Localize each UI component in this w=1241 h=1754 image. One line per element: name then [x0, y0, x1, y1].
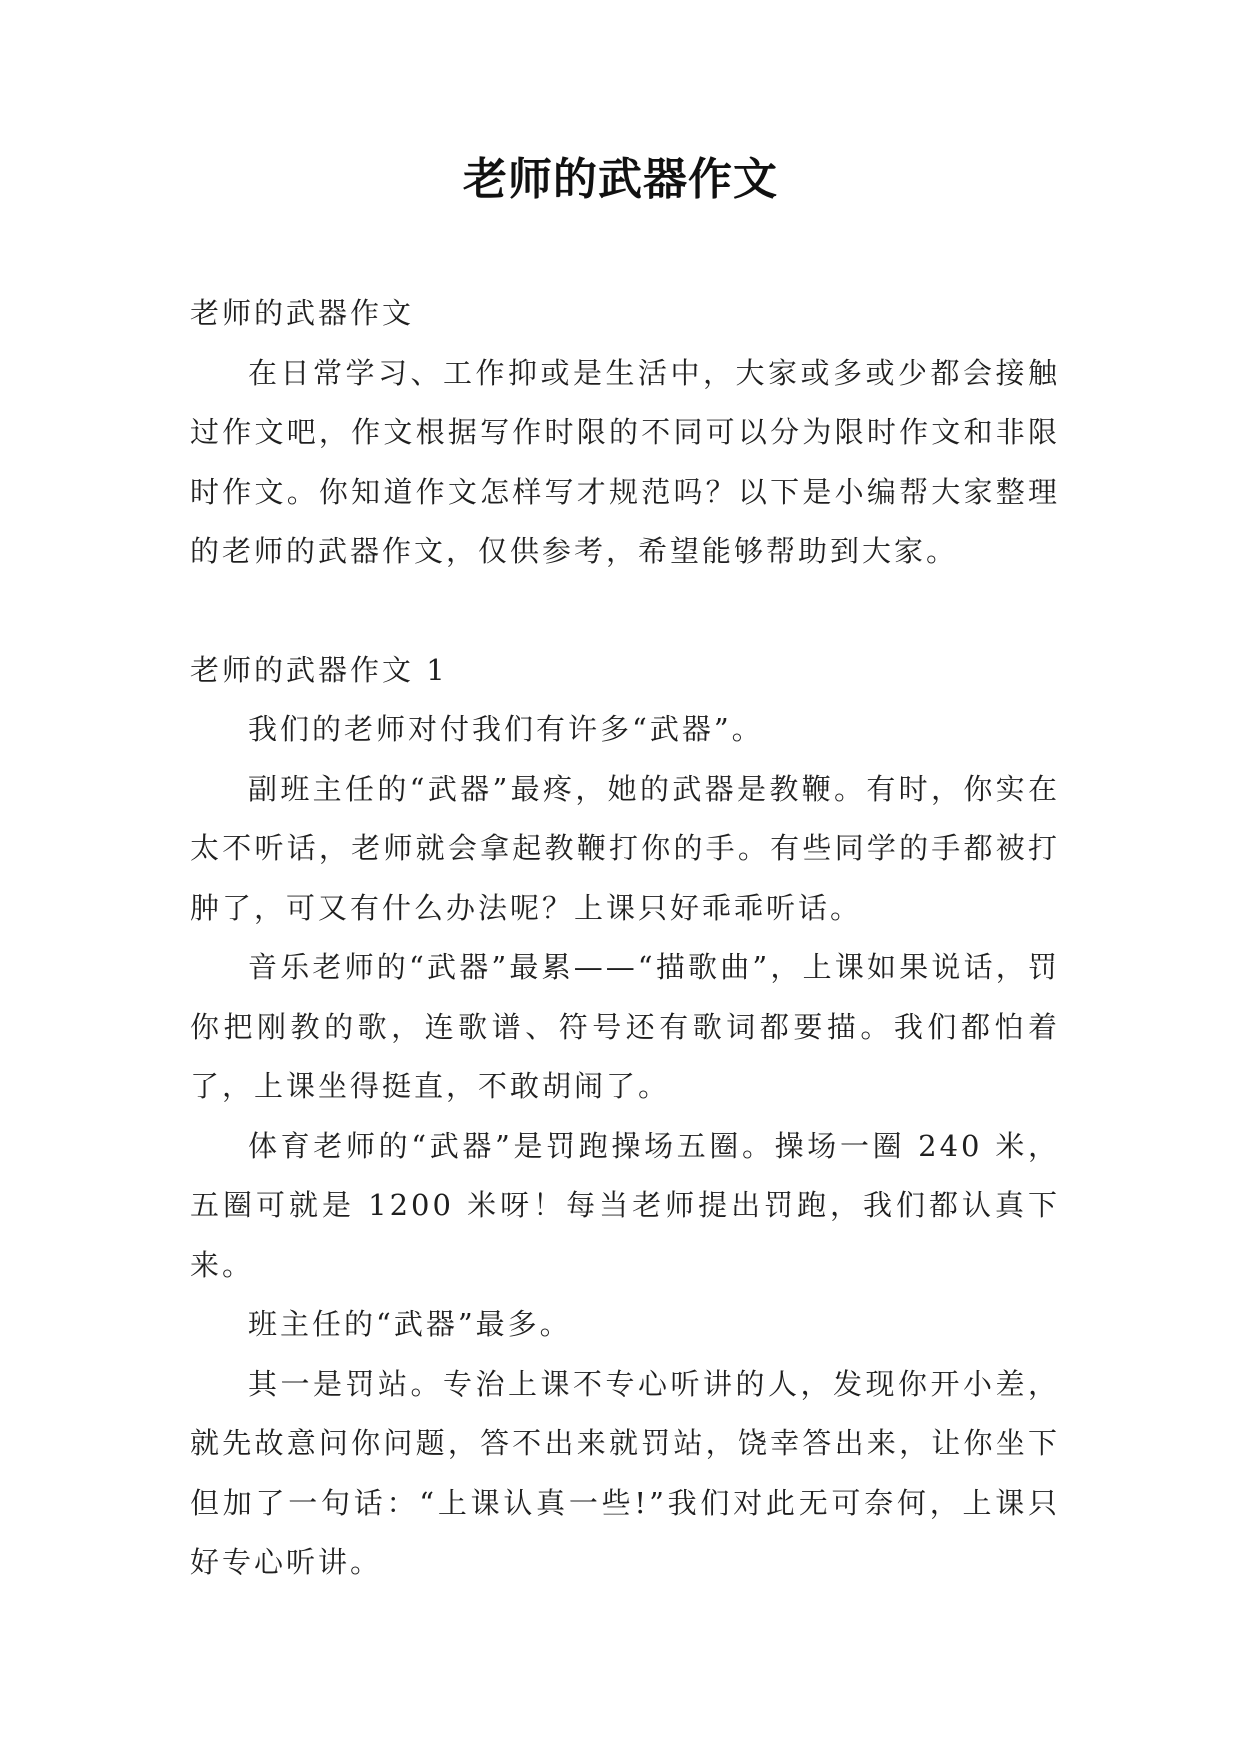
- paragraph-head-teacher: 班主任的“武器”最多。: [248, 1307, 572, 1341]
- paragraph-weapons-intro: 我们的老师对付我们有许多“武器”。: [248, 712, 764, 746]
- document-title: 老师的武器作文: [463, 154, 778, 205]
- paragraph-vice-teacher: 副班主任的“武器”最疼，她的武器是教鞭。有时，你实在太不听话，老师就会拿起教鞭打你的手。有些同学的手都被打肿了，可又有什么办法呢？上课只好乖乖听话。: [190, 771, 1060, 925]
- paragraph-music-teacher: 音乐老师的“武器”最累——“描歌曲”，上课如果说话，罚你把刚教的歌，连歌谱、符号还有歌词都要描。我们都怕着了，上课坐得挺直，不敢胡闹了。: [190, 950, 1060, 1103]
- intro-paragraph: 在日常学习、工作抑或是生活中，大家或多或少都会接触过作文吧，作文根据写作时限的不同可以分为限时作文和非限时作文。你知道作文怎样写才规范吗？以下是小编帮大家整理的老师的武器作文，仅供参考，希望能够帮助到大家。: [190, 355, 1060, 568]
- section-heading: 老师的武器作文 1: [190, 652, 448, 687]
- paragraph-pe-teacher: 体育老师的“武器”是罚跑操场五圈。操场一圈 240 米，五圈可就是 1200 米呀！每当老师提出罚跑，我们都认真下来。: [190, 1128, 1060, 1282]
- subtitle-line: 老师的武器作文: [190, 296, 415, 330]
- document-body: [190, 284, 1060, 1593]
- paragraph-standing-punishment: 其一是罚站。专治上课不专心听讲的人，发现你开小差，就先故意问你问题，答不出来就罚站，饶幸答出来，让你坐下但加了一句话：“上课认真一些!”我们对此无可奈何，上课只好专心听讲。: [190, 1366, 1060, 1579]
